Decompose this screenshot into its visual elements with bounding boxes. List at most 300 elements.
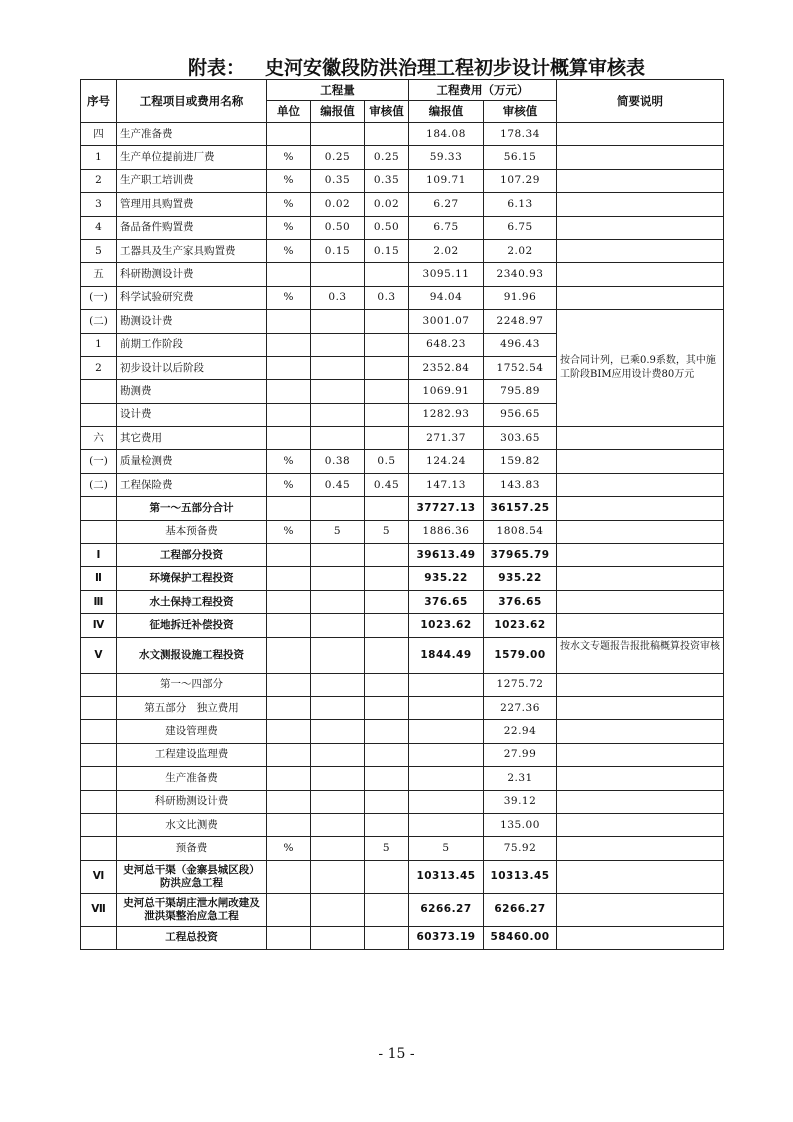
table-cell	[311, 614, 365, 637]
table-row	[81, 567, 724, 590]
table-cell: (一)	[81, 450, 117, 473]
table-cell: 生产准备费	[117, 123, 267, 146]
table-cell: 58460.00	[484, 926, 557, 949]
table-cell: 36157.25	[484, 497, 557, 520]
table-cell: 征地拆迁补偿投资	[117, 614, 267, 637]
table-cell	[267, 767, 311, 790]
table-row	[81, 123, 724, 146]
table-row	[81, 263, 724, 286]
table-cell: 795.89	[484, 380, 557, 403]
table-cell: 设计费	[117, 403, 267, 426]
table-cell: 环境保护工程投资	[117, 567, 267, 590]
table-cell: 0.3	[311, 286, 365, 309]
table-cell: 0.02	[365, 193, 409, 216]
table-cell	[311, 333, 365, 356]
table-cell: 史河总干渠胡庄泄水闸改建及泄洪渠整治应急工程	[117, 893, 267, 926]
table-cell	[267, 813, 311, 836]
table-cell: 1808.54	[484, 520, 557, 543]
table-cell	[365, 263, 409, 286]
table-cell	[267, 333, 311, 356]
table-cell	[81, 673, 117, 696]
table-cell: 75.92	[484, 837, 557, 860]
table-cell: 5	[81, 239, 117, 262]
table-cell: 0.25	[365, 146, 409, 169]
table-cell	[557, 169, 724, 192]
table-cell	[311, 590, 365, 613]
table-cell: 5	[409, 837, 484, 860]
table-cell: 10313.45	[484, 860, 557, 893]
table-cell: 四	[81, 123, 117, 146]
table-cell: 1752.54	[484, 356, 557, 379]
table-cell: 376.65	[484, 590, 557, 613]
table-cell: 3001.07	[409, 310, 484, 333]
table-cell	[557, 837, 724, 860]
table-cell	[81, 520, 117, 543]
table-cell	[311, 544, 365, 567]
table-cell: 勘测设计费	[117, 310, 267, 333]
table-cell	[365, 497, 409, 520]
table-cell: 史河总干渠（金寨县城区段）防洪应急工程	[117, 860, 267, 893]
header-cost: 工程费用（万元）	[409, 80, 557, 101]
table-cell: Ⅶ	[81, 893, 117, 926]
table-cell	[81, 813, 117, 836]
table-row	[81, 696, 724, 719]
table-cell: 648.23	[409, 333, 484, 356]
table-cell: 备品备件购置费	[117, 216, 267, 239]
table-cell: 5	[365, 837, 409, 860]
table-cell: 工器具及生产家具购置费	[117, 239, 267, 262]
table-cell: 5	[365, 520, 409, 543]
table-cell: Ⅳ	[81, 614, 117, 637]
table-cell: 1844.49	[409, 637, 484, 673]
table-row	[81, 926, 724, 949]
table-cell: Ⅱ	[81, 567, 117, 590]
table-row	[81, 743, 724, 766]
table-cell	[557, 673, 724, 696]
table-cell: 27.99	[484, 743, 557, 766]
table-cell	[267, 263, 311, 286]
table-cell	[267, 590, 311, 613]
table-cell	[365, 696, 409, 719]
table-cell	[365, 380, 409, 403]
table-cell	[365, 860, 409, 893]
table-cell: 2.31	[484, 767, 557, 790]
table-cell	[557, 590, 724, 613]
header-unit: 单位	[267, 101, 311, 123]
table-row	[81, 544, 724, 567]
table-cell: 107.29	[484, 169, 557, 192]
table-cell: 376.65	[409, 590, 484, 613]
table-cell: (二)	[81, 310, 117, 333]
table-cell	[365, 333, 409, 356]
table-cell: 工程部分投资	[117, 544, 267, 567]
table-row	[81, 614, 724, 637]
table-cell	[311, 790, 365, 813]
table-cell: 0.35	[365, 169, 409, 192]
table-cell: %	[267, 239, 311, 262]
table-cell: 2352.84	[409, 356, 484, 379]
table-cell: 0.35	[311, 169, 365, 192]
table-row	[81, 893, 724, 926]
table-cell: 2.02	[409, 239, 484, 262]
table-cell	[267, 544, 311, 567]
table-cell	[311, 860, 365, 893]
table-cell: 0.50	[311, 216, 365, 239]
table-cell: 1023.62	[484, 614, 557, 637]
table-cell	[267, 790, 311, 813]
table-cell: 39.12	[484, 790, 557, 813]
table-cell	[267, 614, 311, 637]
table-cell: 质量检测费	[117, 450, 267, 473]
table-cell: 1	[81, 146, 117, 169]
table-cell: 第五部分 独立费用	[117, 696, 267, 719]
table-cell	[267, 860, 311, 893]
table-cell	[365, 720, 409, 743]
table-cell	[557, 767, 724, 790]
table-cell: %	[267, 837, 311, 860]
table-cell: 91.96	[484, 286, 557, 309]
budget-review-table	[80, 79, 724, 950]
table-cell	[311, 427, 365, 450]
table-cell: 6.75	[484, 216, 557, 239]
table-cell: 496.43	[484, 333, 557, 356]
table-cell: 1886.36	[409, 520, 484, 543]
table-cell: 935.22	[484, 567, 557, 590]
table-cell: 建设管理费	[117, 720, 267, 743]
table-cell: 第一～四部分	[117, 673, 267, 696]
table-cell: 0.15	[311, 239, 365, 262]
table-cell	[365, 767, 409, 790]
table-row	[81, 216, 724, 239]
table-row	[81, 146, 724, 169]
table-cell: 6.27	[409, 193, 484, 216]
table-cell: 基本预备费	[117, 520, 267, 543]
table-cell: 1	[81, 333, 117, 356]
table-cell	[267, 696, 311, 719]
table-row	[81, 450, 724, 473]
table-cell	[365, 790, 409, 813]
table-row	[81, 790, 724, 813]
table-cell	[267, 926, 311, 949]
table-cell	[311, 123, 365, 146]
table-cell: 109.71	[409, 169, 484, 192]
table-cell	[311, 263, 365, 286]
table-cell: 37965.79	[484, 544, 557, 567]
header-qty: 工程量	[267, 80, 409, 101]
table-cell: 135.00	[484, 813, 557, 836]
table-cell: 六	[81, 427, 117, 450]
table-cell: %	[267, 473, 311, 496]
table-cell: 生产单位提前进厂费	[117, 146, 267, 169]
header-note: 简要说明	[557, 80, 724, 123]
table-cell: Ⅵ	[81, 860, 117, 893]
title-main: 史河安徽段防洪治理工程初步设计概算审核表	[265, 57, 646, 79]
table-cell: 60373.19	[409, 926, 484, 949]
table-cell	[557, 427, 724, 450]
table-cell	[365, 544, 409, 567]
table-row	[81, 637, 724, 673]
table-cell	[311, 310, 365, 333]
table-row	[81, 720, 724, 743]
table-cell: 1069.91	[409, 380, 484, 403]
table-cell	[365, 673, 409, 696]
table-cell	[365, 567, 409, 590]
table-cell	[267, 380, 311, 403]
table-cell: 初步设计以后阶段	[117, 356, 267, 379]
table-cell: 178.34	[484, 123, 557, 146]
table-cell	[557, 567, 724, 590]
table-cell	[81, 790, 117, 813]
table-cell	[557, 790, 724, 813]
table-cell: Ⅴ	[81, 637, 117, 673]
header-qty-reported: 编报值	[311, 101, 365, 123]
table-cell: 水土保持工程投资	[117, 590, 267, 613]
table-row	[81, 837, 724, 860]
table-cell	[267, 743, 311, 766]
table-cell: 工程保险费	[117, 473, 267, 496]
table-cell: 0.38	[311, 450, 365, 473]
table-cell: 6266.27	[409, 893, 484, 926]
table-cell: 第一～五部分合计	[117, 497, 267, 520]
table-cell: %	[267, 193, 311, 216]
table-cell	[557, 926, 724, 949]
table-row	[81, 310, 724, 333]
table-cell	[267, 720, 311, 743]
table-cell: 6.75	[409, 216, 484, 239]
table-cell: 4	[81, 216, 117, 239]
table-cell: 0.15	[365, 239, 409, 262]
table-cell	[267, 497, 311, 520]
table-cell: 0.45	[365, 473, 409, 496]
table-cell	[557, 216, 724, 239]
table-cell: 工程总投资	[117, 926, 267, 949]
table-cell	[311, 567, 365, 590]
header-seq: 序号	[81, 80, 117, 123]
table-cell: 147.13	[409, 473, 484, 496]
table-cell: (一)	[81, 286, 117, 309]
table-cell: 3	[81, 193, 117, 216]
table-cell: 工程建设监理费	[117, 743, 267, 766]
table-cell: 水文比测费	[117, 813, 267, 836]
table-cell: 303.65	[484, 427, 557, 450]
table-row	[81, 169, 724, 192]
table-cell	[557, 450, 724, 473]
table-cell: 0.25	[311, 146, 365, 169]
table-cell: 0.45	[311, 473, 365, 496]
note-contract: 按合同计列，已乘0.9系数，其中施工阶段BIM应用设计费80万元	[557, 310, 724, 427]
table-cell: 前期工作阶段	[117, 333, 267, 356]
table-cell: 956.65	[484, 403, 557, 426]
table-cell: 1023.62	[409, 614, 484, 637]
table-cell	[557, 720, 724, 743]
table-cell: 水文测报设施工程投资	[117, 637, 267, 673]
table-cell	[365, 590, 409, 613]
table-cell	[409, 720, 484, 743]
table-cell: 2340.93	[484, 263, 557, 286]
table-cell	[365, 614, 409, 637]
table-cell: 管理用具购置费	[117, 193, 267, 216]
table-cell	[311, 356, 365, 379]
table-cell	[557, 520, 724, 543]
table-cell	[81, 837, 117, 860]
table-cell: 59.33	[409, 146, 484, 169]
table-cell: 159.82	[484, 450, 557, 473]
table-cell: 227.36	[484, 696, 557, 719]
table-cell	[267, 567, 311, 590]
table-cell	[267, 310, 311, 333]
table-cell: 0.5	[365, 450, 409, 473]
table-cell: 1579.00	[484, 637, 557, 673]
table-cell	[557, 860, 724, 893]
table-row	[81, 473, 724, 496]
table-cell	[267, 893, 311, 926]
table-cell	[557, 146, 724, 169]
table-cell	[557, 614, 724, 637]
table-cell: %	[267, 216, 311, 239]
table-cell	[409, 696, 484, 719]
table-row	[81, 767, 724, 790]
table-cell	[311, 743, 365, 766]
page-title	[80, 50, 723, 80]
table-cell: %	[267, 520, 311, 543]
table-cell	[557, 239, 724, 262]
table-cell: 2.02	[484, 239, 557, 262]
table-cell	[365, 427, 409, 450]
table-cell	[557, 263, 724, 286]
table-cell	[557, 473, 724, 496]
table-cell	[267, 427, 311, 450]
table-cell: 22.94	[484, 720, 557, 743]
table-cell	[557, 193, 724, 216]
table-cell	[365, 893, 409, 926]
table-cell	[81, 926, 117, 949]
table-cell: 124.24	[409, 450, 484, 473]
table-cell	[311, 767, 365, 790]
table-cell	[81, 403, 117, 426]
table-cell	[557, 813, 724, 836]
table-cell: 6.13	[484, 193, 557, 216]
table-cell	[311, 380, 365, 403]
table-cell: 科研勘测设计费	[117, 263, 267, 286]
table-cell: 271.37	[409, 427, 484, 450]
table-cell	[557, 893, 724, 926]
table-cell	[409, 743, 484, 766]
table-cell: 1282.93	[409, 403, 484, 426]
table-cell: 0.3	[365, 286, 409, 309]
table-cell: 0.02	[311, 193, 365, 216]
table-cell	[557, 286, 724, 309]
table-cell: 39613.49	[409, 544, 484, 567]
table-cell	[81, 720, 117, 743]
table-cell	[557, 743, 724, 766]
table-cell: 生产准备费	[117, 767, 267, 790]
table-cell	[267, 123, 311, 146]
table-row	[81, 193, 724, 216]
table-cell: %	[267, 146, 311, 169]
table-cell	[365, 356, 409, 379]
table-cell: %	[267, 450, 311, 473]
table-cell	[81, 696, 117, 719]
table-cell	[311, 926, 365, 949]
table-cell: 10313.45	[409, 860, 484, 893]
table-cell	[557, 123, 724, 146]
table-cell	[409, 767, 484, 790]
table-cell: 勘测费	[117, 380, 267, 403]
table-cell: 5	[311, 520, 365, 543]
table-cell: 56.15	[484, 146, 557, 169]
table-cell	[365, 310, 409, 333]
table-cell	[81, 497, 117, 520]
table-cell	[409, 813, 484, 836]
note-hydro: 按水文专题报告报批稿概算投资审核	[557, 637, 724, 673]
table-cell	[267, 403, 311, 426]
table-cell	[365, 926, 409, 949]
table-cell: 3095.11	[409, 263, 484, 286]
header-cost-reviewed: 审核值	[484, 101, 557, 123]
table-row	[81, 590, 724, 613]
table-row	[81, 239, 724, 262]
table-cell	[267, 637, 311, 673]
table-cell	[81, 380, 117, 403]
table-cell: 2	[81, 356, 117, 379]
table-cell	[365, 123, 409, 146]
table-cell: 科研勘测设计费	[117, 790, 267, 813]
table-cell	[311, 403, 365, 426]
table-cell	[311, 837, 365, 860]
table-cell: (二)	[81, 473, 117, 496]
table-cell	[311, 720, 365, 743]
table-cell	[81, 743, 117, 766]
table-cell	[311, 696, 365, 719]
table-row	[81, 813, 724, 836]
table-cell	[311, 497, 365, 520]
table-cell	[557, 696, 724, 719]
table-cell	[311, 813, 365, 836]
table-row	[81, 427, 724, 450]
table-cell: 184.08	[409, 123, 484, 146]
table-cell: %	[267, 286, 311, 309]
table-cell: 预备费	[117, 837, 267, 860]
title-prefix: 附表：	[188, 57, 246, 79]
table-cell: 生产职工培训费	[117, 169, 267, 192]
table-cell	[557, 544, 724, 567]
table-cell: Ⅰ	[81, 544, 117, 567]
table-cell	[365, 637, 409, 673]
table-cell: 143.83	[484, 473, 557, 496]
table-cell: 94.04	[409, 286, 484, 309]
table-row	[81, 286, 724, 309]
header-name: 工程项目或费用名称	[117, 80, 267, 123]
table-cell: 37727.13	[409, 497, 484, 520]
table-cell: 6266.27	[484, 893, 557, 926]
table-cell	[365, 813, 409, 836]
table-cell	[267, 673, 311, 696]
table-cell: 科学试验研究费	[117, 286, 267, 309]
table-cell	[311, 673, 365, 696]
table-cell	[81, 767, 117, 790]
table-cell	[365, 743, 409, 766]
header-qty-reviewed: 审核值	[365, 101, 409, 123]
table-row	[81, 673, 724, 696]
header-cost-reported: 编报值	[409, 101, 484, 123]
page-number: - 15 -	[378, 1046, 415, 1062]
table-cell	[365, 403, 409, 426]
table-cell: 2	[81, 169, 117, 192]
table-row	[81, 497, 724, 520]
table-cell	[267, 356, 311, 379]
table-cell: 2248.97	[484, 310, 557, 333]
table-cell	[557, 497, 724, 520]
